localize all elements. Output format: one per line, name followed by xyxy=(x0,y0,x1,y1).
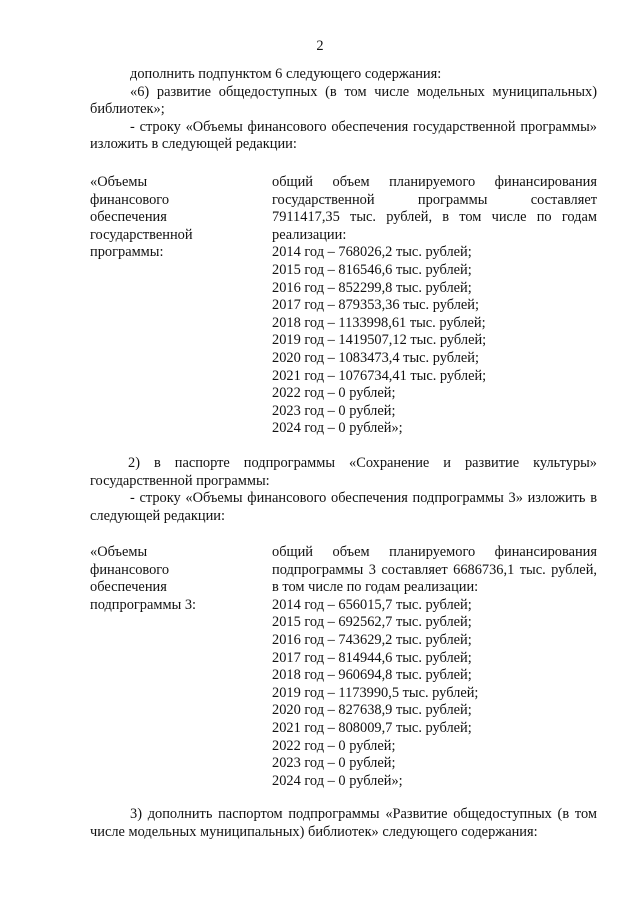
table1-year-line: 2015 год – 816546,6 тыс. рублей; xyxy=(272,261,472,278)
table1-value xyxy=(272,174,597,438)
table1-year-line: 2024 год – 0 рублей»; xyxy=(272,420,403,437)
table1-year-line: 2014 год – 768026,2 тыс. рублей; xyxy=(272,244,472,261)
section-2-block xyxy=(90,455,597,525)
intro-paragraph-1: дополнить подпунктом 6 следующего содержания: xyxy=(130,66,442,82)
table1-lead-line: государственной программы составляет xyxy=(272,191,597,208)
table1-year-line: 2017 год – 879353,36 тыс. рублей; xyxy=(272,297,479,314)
table1-year-line: 2016 год – 852299,8 тыс. рублей; xyxy=(272,279,472,296)
table2-year-line: 2024 год – 0 рублей»; xyxy=(272,772,403,789)
table2-label-line: обеспечения xyxy=(90,579,167,596)
table2-value xyxy=(272,544,597,790)
page-number: 2 xyxy=(316,38,324,54)
table2-year-line: 2017 год – 814944,6 тыс. рублей; xyxy=(272,649,472,666)
table2-label-line: подпрограммы 3: xyxy=(90,596,197,613)
table2-lead-line: в том числе по годам реализации: xyxy=(272,579,479,596)
table2-year-line: 2023 год – 0 рублей; xyxy=(272,755,396,772)
table2-lead-line: подпрограммы 3 составляет 6686736,1 тыс. рублей, xyxy=(272,561,597,578)
intro-paragraph-2: «6) развитие общедоступных (в том числе модельных муниципальных) библиотек»; xyxy=(90,83,597,118)
table2-year-line: 2015 год – 692562,7 тыс. рублей; xyxy=(272,614,472,631)
table2-year-line: 2019 год – 1173990,5 тыс. рублей; xyxy=(272,684,479,701)
table1-lead-line: общий объем планируемого финансирования xyxy=(272,174,597,190)
table1-year-line: 2019 год – 1419507,12 тыс. рублей; xyxy=(272,332,487,349)
section-3-block xyxy=(90,806,597,841)
table2-label xyxy=(90,544,255,614)
intro-block xyxy=(90,66,597,154)
section-2-paragraph-2: - строку «Объемы финансового обеспечения подпрограммы 3» изложить в следующей редакции: xyxy=(90,490,597,524)
table2-year-line: 2022 год – 0 рублей; xyxy=(272,737,396,754)
table1-lead-line: реализации: xyxy=(272,226,347,243)
table2-label-line: «Объемы xyxy=(90,544,148,560)
table2-year-line: 2018 год – 960694,8 тыс. рублей; xyxy=(272,667,472,684)
section-2-paragraph-1: 2) в паспорте подпрограммы «Сохранение и развитие культуры» государственной программы: xyxy=(90,455,597,489)
table1-label-line: «Объемы xyxy=(90,174,148,190)
table2-year-line: 2020 год – 827638,9 тыс. рублей; xyxy=(272,702,472,719)
table1-year-line: 2022 год – 0 рублей; xyxy=(272,385,396,402)
table1-year-line: 2021 год – 1076734,41 тыс. рублей; xyxy=(272,367,487,384)
table1-lead-line: 7911417,35 тыс. рублей, в том числе по годам xyxy=(272,209,597,226)
table1-label-line: государственной xyxy=(90,226,193,243)
table2-lead-line: общий объем планируемого финансирования xyxy=(272,544,597,560)
table2-label-line: финансового xyxy=(90,561,170,578)
table1-year-line: 2018 год – 1133998,61 тыс. рублей; xyxy=(272,314,486,331)
table2-year-line: 2014 год – 656015,7 тыс. рублей; xyxy=(272,596,472,613)
table2-year-line: 2021 год – 808009,7 тыс. рублей; xyxy=(272,719,472,736)
table1-label xyxy=(90,174,255,262)
section-3-paragraph-1: 3) дополнить паспортом подпрограммы «Развитие общедоступных (в том числе модельных муниципальных) библиотек» следующего содержания: xyxy=(90,806,597,840)
table1-year-line: 2023 год – 0 рублей; xyxy=(272,402,396,419)
table2-year-line: 2016 год – 743629,2 тыс. рублей; xyxy=(272,631,472,648)
table1-label-line: обеспечения xyxy=(90,209,167,226)
table1-label-line: программы: xyxy=(90,244,164,261)
intro-paragraph-3: - строку «Объемы финансового обеспечения государственной программы» изложить в следующей редакции: xyxy=(90,118,597,153)
table1-label-line: финансового xyxy=(90,191,170,208)
table1-year-line: 2020 год – 1083473,4 тыс. рублей; xyxy=(272,349,479,366)
